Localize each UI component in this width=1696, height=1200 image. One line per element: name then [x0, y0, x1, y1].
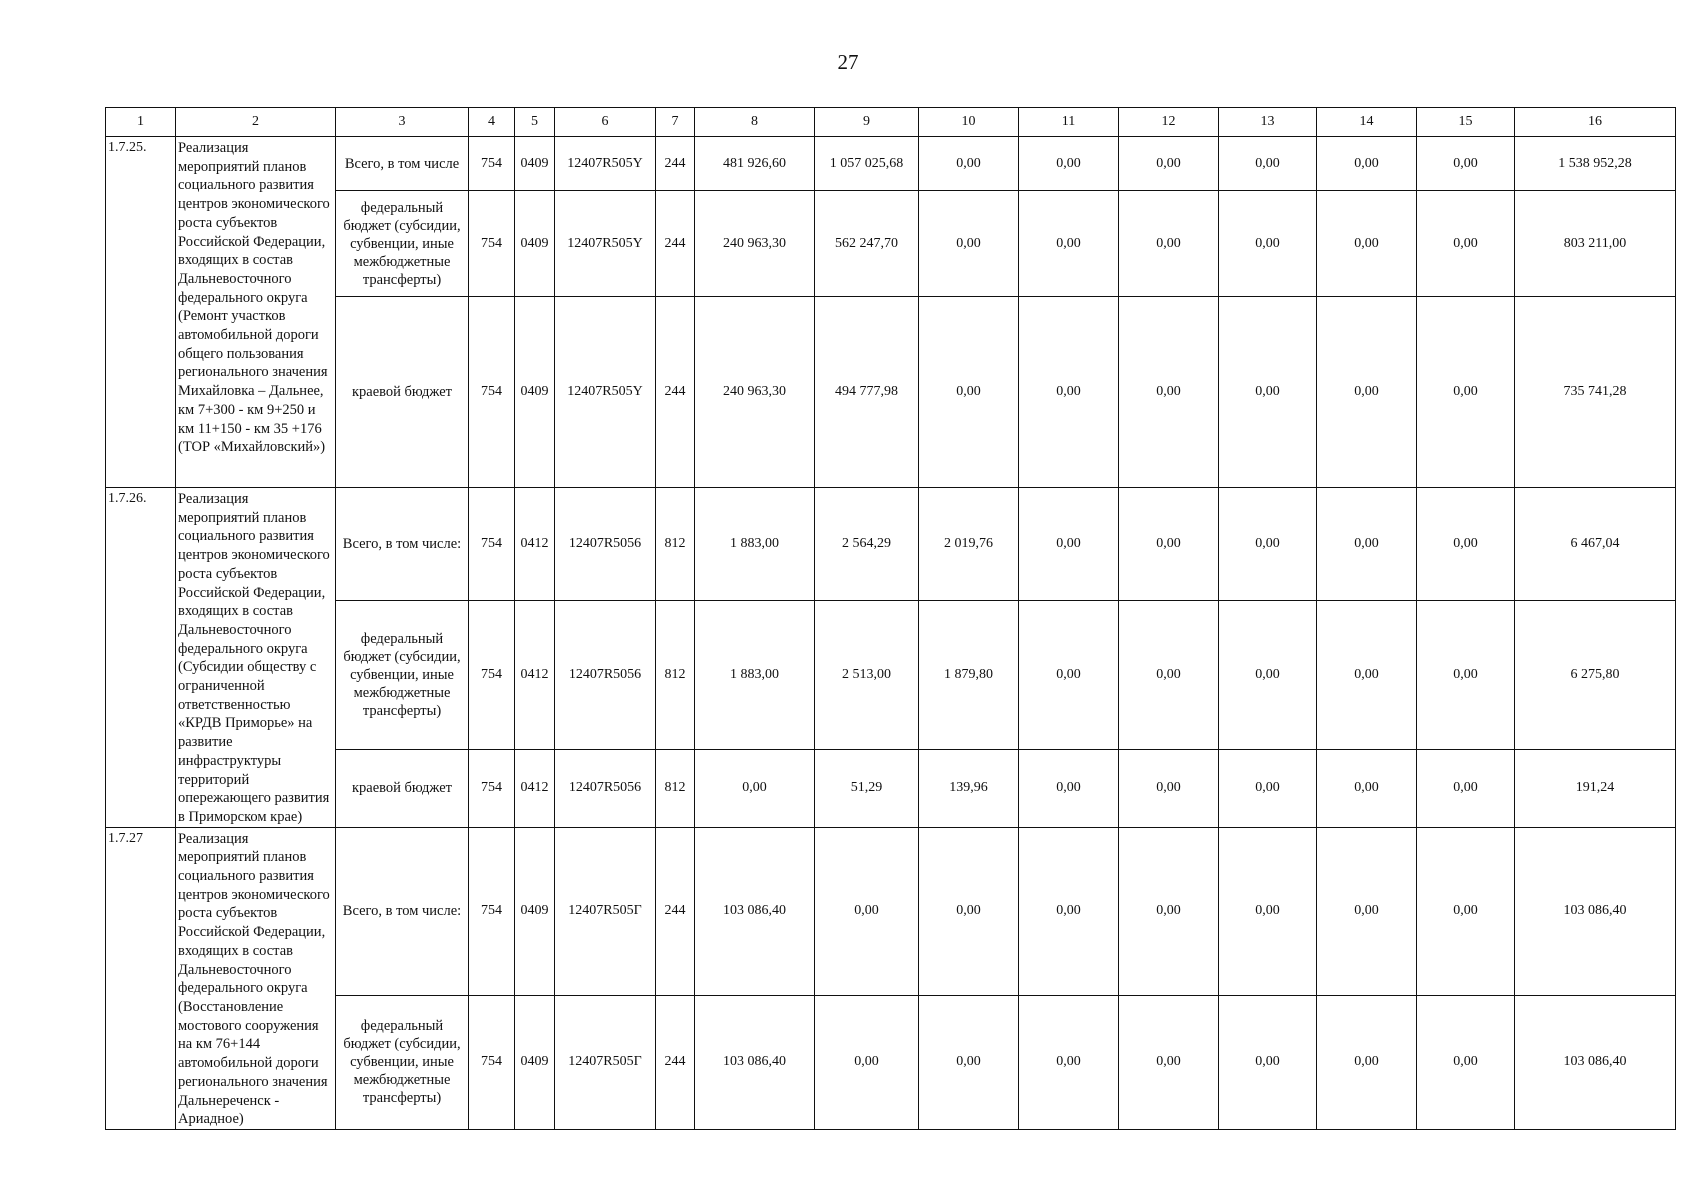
table-cell: 735 741,28 — [1515, 297, 1676, 488]
table-cell: 0,00 — [695, 749, 815, 827]
item-description: Реализация мероприятий планов социального развития центров экономического роста субъектов Российской Федерации, входящих в состав Дальневосточного федерального округа (Восстановление мостового сооружения на км 76+144 автомобильной дороги регионального значения Дальнереченск - Ариадное) — [176, 827, 336, 1129]
table-cell: 0,00 — [815, 996, 919, 1130]
table-cell: 12407R5056 — [555, 749, 656, 827]
table-cell: 754 — [469, 749, 515, 827]
page-number: 27 — [837, 50, 859, 74]
table-cell: 0,00 — [1119, 827, 1219, 995]
item-code: 1.7.25. — [106, 137, 176, 488]
table-cell: 0,00 — [1219, 297, 1317, 488]
table-cell: 812 — [656, 600, 695, 749]
table-cell: 240 963,30 — [695, 297, 815, 488]
table-cell: 12407R505Г — [555, 827, 656, 995]
table-cell: 2 564,29 — [815, 488, 919, 601]
item-code: 1.7.27 — [106, 827, 176, 1129]
table-cell: 244 — [656, 827, 695, 995]
funding-source: Всего, в том числе: — [336, 827, 469, 995]
table-cell: 12407R5056 — [555, 600, 656, 749]
table-cell: 494 777,98 — [815, 297, 919, 488]
table-cell: 103 086,40 — [695, 827, 815, 995]
table-cell: 481 926,60 — [695, 137, 815, 191]
table-cell: 0,00 — [1417, 827, 1515, 995]
table-cell: 0409 — [515, 297, 555, 488]
funding-source: Всего, в том числе: — [336, 488, 469, 601]
table-cell: 0,00 — [1317, 749, 1417, 827]
column-header: 8 — [695, 108, 815, 137]
table-cell: 12407R505Г — [555, 996, 656, 1130]
table-cell: 754 — [469, 297, 515, 488]
table-cell: 0,00 — [1219, 191, 1317, 297]
table-cell: 1 879,80 — [919, 600, 1019, 749]
column-header: 16 — [1515, 108, 1676, 137]
table-cell: 0,00 — [1019, 191, 1119, 297]
table-cell: 0,00 — [1219, 996, 1317, 1130]
table-cell: 1 538 952,28 — [1515, 137, 1676, 191]
budget-table — [105, 107, 1676, 1130]
table-cell: 0,00 — [1019, 749, 1119, 827]
table-cell: 562 247,70 — [815, 191, 919, 297]
table-cell: 2 019,76 — [919, 488, 1019, 601]
table-cell: 0,00 — [1119, 137, 1219, 191]
column-header: 10 — [919, 108, 1019, 137]
table-cell: 0,00 — [1119, 297, 1219, 488]
table-cell: 0,00 — [1219, 137, 1317, 191]
table-row — [106, 996, 1676, 1130]
table-cell: 0,00 — [1317, 297, 1417, 488]
funding-source: краевой бюджет — [336, 297, 469, 488]
table-cell: 0,00 — [1219, 600, 1317, 749]
table-cell: 0,00 — [1219, 827, 1317, 995]
table-cell: 103 086,40 — [695, 996, 815, 1130]
table-cell: 0,00 — [1119, 600, 1219, 749]
table-cell: 0409 — [515, 191, 555, 297]
table-cell: 0,00 — [919, 191, 1019, 297]
table-cell: 1 883,00 — [695, 488, 815, 601]
column-header: 7 — [656, 108, 695, 137]
column-header: 4 — [469, 108, 515, 137]
table-cell: 0,00 — [1317, 996, 1417, 1130]
header-row — [106, 108, 1676, 137]
table-cell: 754 — [469, 137, 515, 191]
column-header: 3 — [336, 108, 469, 137]
table-cell: 0,00 — [1219, 488, 1317, 601]
table-cell: 0,00 — [1019, 996, 1119, 1130]
funding-source: федеральный бюджет (субсидии, субвенции, иные межбюджетные трансферты) — [336, 191, 469, 297]
table-row — [106, 749, 1676, 827]
table-cell: 754 — [469, 191, 515, 297]
table-cell: 6 467,04 — [1515, 488, 1676, 601]
table-cell: 0,00 — [1417, 191, 1515, 297]
table-cell: 1 883,00 — [695, 600, 815, 749]
table-row — [106, 297, 1676, 488]
table-cell: 0,00 — [1019, 137, 1119, 191]
table-cell: 0,00 — [919, 827, 1019, 995]
table-cell: 0,00 — [1317, 137, 1417, 191]
table-cell: 0,00 — [1417, 137, 1515, 191]
column-header: 1 — [106, 108, 176, 137]
table-row — [106, 827, 1676, 995]
table-cell: 244 — [656, 297, 695, 488]
item-description: Реализация мероприятий планов социального развития центров экономического роста субъектов Российской Федерации, входящих в состав Дальневосточного федерального округа (Ремонт участков автомобильной дороги общего пользования регионального значения Михайловка – Дальнее, км 7+300 - км 9+250 и км 11+150 - км 35 +176 (ТОР «Михайловский») — [176, 137, 336, 488]
table-cell: 0,00 — [1119, 996, 1219, 1130]
table-cell: 0,00 — [1019, 488, 1119, 601]
item-description: Реализация мероприятий планов социального развития центров экономического роста субъектов Российской Федерации, входящих в состав Дальневосточного федерального округа (Субсидии обществу с ограниченной ответственностью «КРДВ Приморье» на развитие инфраструктуры территорий опережающего развития в Приморском крае) — [176, 488, 336, 828]
table-cell: 0,00 — [1119, 749, 1219, 827]
table-cell: 0412 — [515, 488, 555, 601]
table-cell: 0412 — [515, 749, 555, 827]
table-cell: 0409 — [515, 137, 555, 191]
item-code: 1.7.26. — [106, 488, 176, 828]
table-row — [106, 191, 1676, 297]
table-cell: 240 963,30 — [695, 191, 815, 297]
table-cell: 0,00 — [1019, 827, 1119, 995]
column-header: 14 — [1317, 108, 1417, 137]
column-header: 9 — [815, 108, 919, 137]
column-header: 13 — [1219, 108, 1317, 137]
table-cell: 812 — [656, 749, 695, 827]
funding-source: Всего, в том числе — [336, 137, 469, 191]
table-cell: 754 — [469, 600, 515, 749]
table-cell: 0,00 — [1417, 600, 1515, 749]
table-cell: 12407R505Y — [555, 297, 656, 488]
table-cell: 0,00 — [919, 297, 1019, 488]
table-cell: 12407R505Y — [555, 137, 656, 191]
table-cell: 0409 — [515, 827, 555, 995]
table-cell: 0,00 — [1019, 600, 1119, 749]
table-row — [106, 137, 1676, 191]
table-cell: 0,00 — [1417, 996, 1515, 1130]
table-cell: 0409 — [515, 996, 555, 1130]
table-cell: 0,00 — [1317, 191, 1417, 297]
table-cell: 0,00 — [1317, 488, 1417, 601]
table-cell: 0,00 — [1417, 749, 1515, 827]
table-cell: 812 — [656, 488, 695, 601]
table-cell: 0,00 — [919, 996, 1019, 1130]
column-header: 2 — [176, 108, 336, 137]
table-cell: 6 275,80 — [1515, 600, 1676, 749]
table-cell: 754 — [469, 827, 515, 995]
column-header: 5 — [515, 108, 555, 137]
funding-source: федеральный бюджет (субсидии, субвенции, иные межбюджетные трансферты) — [336, 996, 469, 1130]
table-cell: 0,00 — [1119, 488, 1219, 601]
table-cell: 754 — [469, 488, 515, 601]
table-cell: 1 057 025,68 — [815, 137, 919, 191]
table-cell: 244 — [656, 996, 695, 1130]
table-cell: 0,00 — [815, 827, 919, 995]
table-cell: 0,00 — [1317, 600, 1417, 749]
table-cell: 803 211,00 — [1515, 191, 1676, 297]
table-cell: 103 086,40 — [1515, 827, 1676, 995]
table-cell: 244 — [656, 137, 695, 191]
table-cell: 0,00 — [1019, 297, 1119, 488]
table-cell: 0,00 — [1119, 191, 1219, 297]
table-cell: 0,00 — [1417, 488, 1515, 601]
table-cell: 0,00 — [1219, 749, 1317, 827]
table-row — [106, 488, 1676, 601]
table-cell: 0412 — [515, 600, 555, 749]
table-cell: 103 086,40 — [1515, 996, 1676, 1130]
table-cell: 51,29 — [815, 749, 919, 827]
column-header: 11 — [1019, 108, 1119, 137]
table-cell: 2 513,00 — [815, 600, 919, 749]
table-cell: 12407R5056 — [555, 488, 656, 601]
table-cell: 0,00 — [1317, 827, 1417, 995]
funding-source: краевой бюджет — [336, 749, 469, 827]
table-cell: 191,24 — [1515, 749, 1676, 827]
table-row — [106, 600, 1676, 749]
table-cell: 0,00 — [919, 137, 1019, 191]
table-cell: 754 — [469, 996, 515, 1130]
column-header: 6 — [555, 108, 656, 137]
table-cell: 139,96 — [919, 749, 1019, 827]
table-cell: 244 — [656, 191, 695, 297]
table-cell: 12407R505Y — [555, 191, 656, 297]
funding-source: федеральный бюджет (субсидии, субвенции, иные межбюджетные трансферты) — [336, 600, 469, 749]
column-header: 12 — [1119, 108, 1219, 137]
column-header: 15 — [1417, 108, 1515, 137]
table-cell: 0,00 — [1417, 297, 1515, 488]
